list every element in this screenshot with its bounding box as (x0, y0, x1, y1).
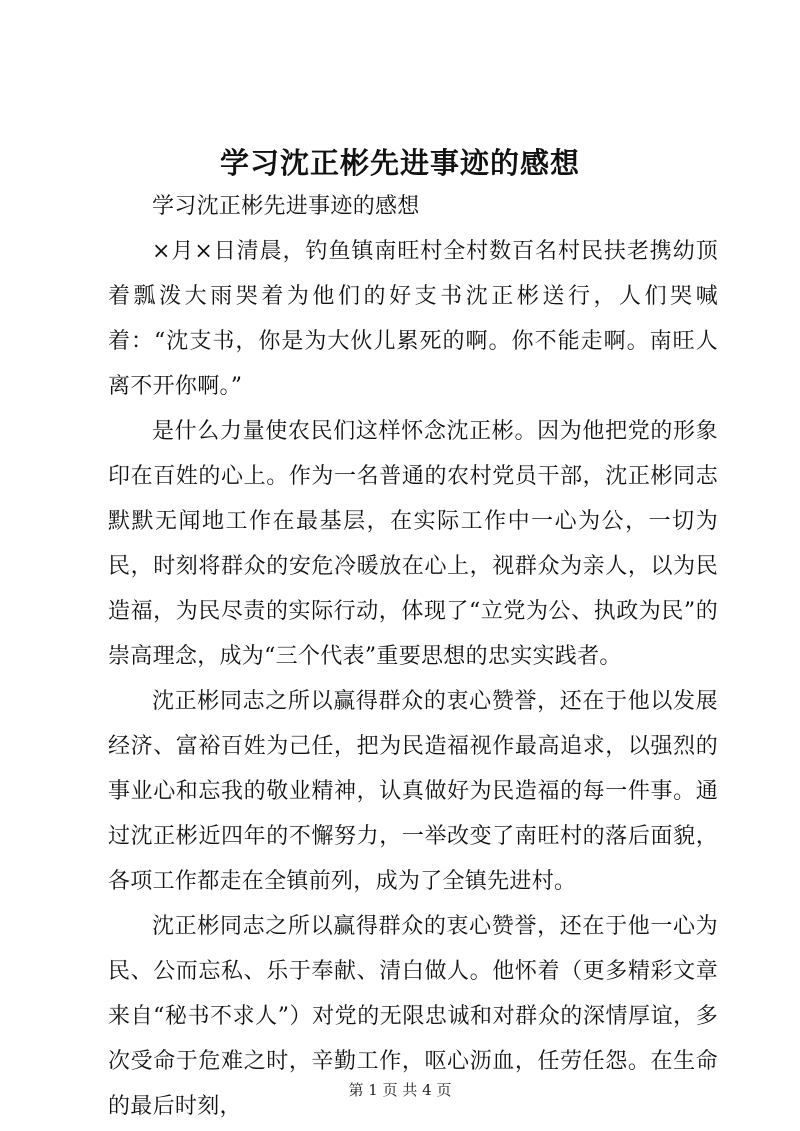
paragraph-2: 是什么力量使农民们这样怀念沈正彬。因为他把党的形象印在百姓的心上。作为一名普通的农村党员干部，沈正彬同志默默无闻地工作在最基层，在实际工作中一心为公，一切为民，时刻将群众的安危冷暖放在心上，视群众为亲人，以为民造福，为民尽责的实际行动，体现了“立党为公、执政为民”的崇高理念，成为“三个代表”重要思想的忠实实践者。 (108, 419, 718, 669)
paragraph-3: 沈正彬同志之所以赢得群众的衷心赞誉，还在于他以发展经济、富裕百姓为己任，把为民造福视作最高追求，以强烈的事业心和忘我的敬业精神，认真做好为民造福的每一件事。通过沈正彬近四年的不懈努力，一举改变了南旺村的落后面貌，各项工作都走在全镇前列，成为了全镇先进村。 (108, 689, 718, 894)
page-number-footer: 第 1 页 共 4 页 (348, 1081, 452, 1099)
document-title: 学习沈正彬先进事迹的感想 (219, 146, 580, 180)
document-body (108, 184, 718, 1129)
paragraph-subtitle: 学习沈正彬先进事迹的感想 (152, 194, 420, 219)
paragraph-1: ×月×日清晨，钓鱼镇南旺村全村数百名村民扶老携幼顶着瓢泼大雨哭着为他们的好支书沈正彬送行，人们哭喊着：“沈支书，你是为大伙儿累死的啊。你不能走啊。南旺人离不开你啊。” (108, 239, 718, 399)
paragraph-4: 沈正彬同志之所以赢得群众的衷心赞誉，还在于他一心为民、公而忘私、乐于奉献、清白做人。他怀着（更多精彩文章来自“秘书不求人”）对党的无限忠诚和对群众的深情厚谊，多次受命于危难之时，辛勤工作，呕心沥血，任劳任怨。在生命的最后时刻， (108, 914, 718, 1119)
